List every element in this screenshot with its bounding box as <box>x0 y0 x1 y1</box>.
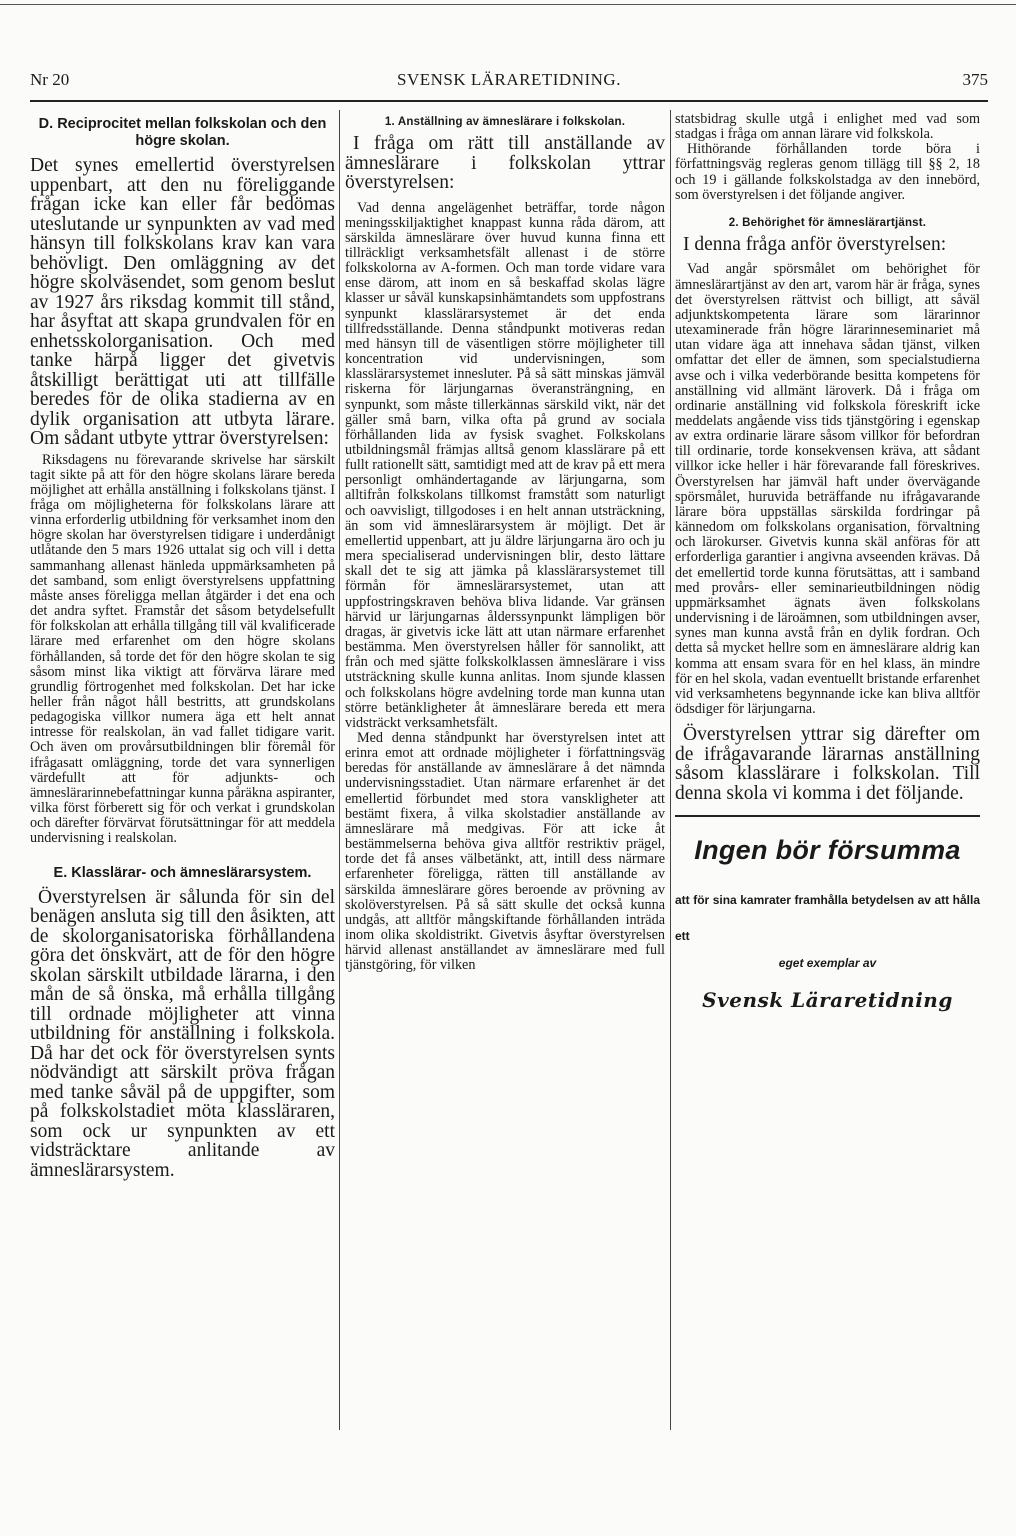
page-header <box>30 70 988 92</box>
issue-number: Nr 20 <box>30 70 70 89</box>
subsection-1-lead: I fråga om rätt till anställande av ämneslärare i folkskolan yttrar överstyrelsen: <box>345 133 665 193</box>
header-rule <box>30 100 988 102</box>
subsection-1-quote: Vad denna angelägenhet beträffar, torde någon meningsskiljaktighet knappast kunna råda därom, att särskilda ämneslärare över huvud kunna finna ett tillräckligt verksamhetsfält allenast i de större folkskolorna av A-formen. Och man torde vidare vara ense därom, att inom en så beskaffad skolas lägre klasser ur såväl kunskapsinhämtandets som uppfostrans synpunkt klasslärarsystemet är det enda tillfredsställande. Denna ståndpunkt motiveras redan med hänsyn till de väsentligen större möjligheter till koncentration vid undervisningen, som klasslärarsystemet innesluter. På så sätt minskas jämväl riskerna för lärjungarnas överansträngning, en synpunkt, som måste tillerkännas särskild vikt, när det gäller små barn, vilka ofta på grund av sociala förhållanden lida av fysisk svaghet. Folkskolans utbildningsmål främjas alltså genom klasslärare på ett fullt rationellt sätt, samtidigt med att de krav på ett mera personligt omhändertagande av lärjungarna, som alltifrån folkskolans tillkomst framstått som naturligt och oavvisligt, tillgodoses i en helt annan utsträckning, än som vid ämneslärarsystem är möjligt. Det är emellertid uppenbart, att ju äldre lärjungarna äro och ju mera specialiserad undervisningen blir, desto lättare skall det te sig att jämka på klasslärarsystemet till förmån för ämneslärarsystemet, utan att uppfostringskraven behöva bliva lidande. Var gränsen härvid ur lärjungarnas ålderssynpunkt lämpligen bör dragas, är givetvis icke lätt att utan närmare erfarenhet bestämma. Men överstyrelsen håller för sannolikt, att från och med sjätte folkskolklassen ämneslärare i viss utsträckning skulle kunna anlitas. Inom sjunde klassen och folkskolans högre avdelning torde man kunna utan större betänkligheter åt ämneslärare bereda ett mera vidsträckt verksamhetsfält. <box>345 199 665 731</box>
subsection-2-lead: I denna fråga anför överstyrelsen: <box>683 233 947 255</box>
subsection-1-body: Med denna ståndpunkt har överstyrelsen intet att erinra emot att ordnade möjligheter i författningsväg beredas för anställande av ämneslärare å det nämnda undervisningsstadiet. Utan närmare erfarenhet är det emellertid förbundet med stora vanskligheter att bestämt fixera, å vilka skolstadier anställande av ämneslärare må medgivas. För att icke åt bestämmelserna behöva giva alltför restriktiv prägel, torde det få anses välbetänkt, att, intill dess närmare erfarenheter föreligga, rätten till anställande av särskilda ämneslärare göres beroende av prövning av skolöverstyrelsen. På så sätt skulle det också kunna undgås, att alltför mångskiftande förhållanden inträda inom olika skoldistrikt. Givetvis åsyftar överstyrelsen härvid allenast anställandet av ämneslärare med full tjänstgöring, för vilken <box>345 729 665 974</box>
subsection-2-conclusion: Överstyrelsen yttrar sig därefter om de ifrågavarande lärarnas anställning såsom klasslärare i folkskolan. Till denna skola vi komma i det följande. <box>675 724 980 804</box>
right-paragraph-regulation: Hithörande förhållanden torde böra i författningsväg regleras genom tillägg till §§ 2, 18 och 19 i gällande folkskolstadga av den innebörd, som överstyrelsen i det följande angiver. <box>675 141 980 203</box>
advertisement-rule <box>675 815 980 817</box>
ad-brand-name: Svensk Läraretidning <box>702 988 953 1013</box>
subsection-2-body: Vad angår spörsmålet om behörighet för ämneslärartjänst av den art, varom här är fråga, synes det överstyrelsen rättvist och billigt, att såväl adjunktskompetenta lärare som lärarinnor utexaminerade från högre lärarinneseminariet må utan vidare äga att innehava sådan tjänst, vilken omfattar det eller de ämnen, som specialstudierna avse och i vilka vederbörande besitta kompetens för anställning vid allmänt läroverk. Då i fråga om ordinarie anställning vid folkskola föreskrift icke meddelats angående viss tids tjänstgöring i egenskap av extra ordinarie lärare såsom villkor för befordran till ordinarie, torde konsekvensen kräva, att sådant villkor icke heller i här förevarande fall föreskrives. Överstyrelsen har jämväl haft under övervägande spörsmålet, huruvida beträffande nu ifrågavarande lärare böra uppställas särskilda fordringar på kännedom om folkskolans organisation, förvaltning och lärokurser. Givetvis kunna skäl anföras för att erforderliga garantier i angivna avseenden krävas. Då det emellertid torde kunna förutsättas, att i samband med provårs- eller seminarieutbildningen nödig uppmärksamhet ägnats även folkskolans undervisning i de läroämnen, som utbildningen avser, synes man kunna avstå från en dylik fordran. Och detta så mycket hellre som en ämneslärare aldrig kan komma att ensam svara för en hel klass, än mindre för en hel skola, vadan eventuellt bristande erfarenhet vid verksamhetens begynnande icke kan bliva alltför ödsdiger för lärjungarna. <box>675 261 980 717</box>
column-divider-2 <box>670 110 671 1430</box>
top-border-line <box>0 4 1016 5</box>
section-d-lead: Det synes emellertid överstyrelsen uppenbart, att den nu föreliggande frågan icke kan eller får bedömas uteslutande ur synpunkten av vad med hänsyn till folkskolans krav kan vara behövligt. Den omläggning av det högre skolväsendet, som genom beslut av 1927 års riksdag kommit till stånd, har åsyftat att skapa grundvalen för en enhetsskolorganisation. Och med tanke härpå ligger det givetvis åtskilligt berättigat uti att tillfälle beredes för de olika stadierna av en dylik organisation att utbyta lärare. Om sådant utbyte yttrar överstyrelsen: <box>30 155 335 449</box>
page-number: 375 <box>962 70 988 89</box>
right-continuation-text: statsbidrag skulle utgå i enlighet med vad som stadgas i fråga om annan lärare vid folkskola. <box>675 111 980 143</box>
section-d-title: D. Reciprocitet mellan folkskolan och den högre skolan. <box>38 116 327 149</box>
column-right <box>675 112 980 1012</box>
ad-small-text: eget exemplar av <box>778 956 877 971</box>
journal-title: SVENSK LÄRARETIDNING. <box>397 70 621 89</box>
subsection-1-title: 1. Anställning av ämneslärare i folkskolan. <box>384 116 626 128</box>
column-middle <box>345 112 665 973</box>
section-d-body: Riksdagens nu förevarande skrivelse har särskilt tagit sikte på att för den högre skolans lärare bereda möjlighet att erhålla anställning i folkskolans tjänst. I fråga om möjligheterna för folkskolans lärare att vinna erforderlig utbildning för verksamhet inom den högre skolan har överstyrelsen tidigare i underdånigt utlåtande den 5 mars 1926 uttalat sig och vill i detta sammanhang allenast hänleda uppmärksamheten på det samband, som enligt överstyrelsens uppfattning måste anses föreligga mellan åtgärder i det ena och det andra syftet. Framstår det såsom betydelsefullt för folkskolan att erhålla tillgång till väl kvalificerade lärare med erfarenhet om den högre skolans förhållanden, så torde det för den högre skolan te sig såsom minst lika viktigt att förvärva lärare med grundlig förtrogenhet med folkskolan. Det har icke heller från något håll bestritts, att grundskolans pedagogiska villkor numera äga ett helt annat intresse för realskolan, än vad fallet tidigare varit. Och även om provårsutbildningen blir föremål för ifrågasatt omläggning, torde det vara synnerligen värdefullt att för adjunkts- och ämneslärarinnebefattningar kunna påräkna aspiranter, vilka först förberett sig för och verkat i grundskolan och därefter förvärvat förutsättningar för att meddela undervisning i realskolan. <box>30 451 335 847</box>
ad-text: att för sina kamrater framhålla betydelsen av att hålla ett <box>675 893 980 944</box>
column-divider-1 <box>339 110 340 1430</box>
subsection-2-title: 2. Behörighet för ämneslärartjänst. <box>728 216 927 229</box>
column-left <box>30 112 335 1180</box>
advertisement <box>675 835 980 1012</box>
section-e-lead: Överstyrelsen är sålunda för sin del benägen ansluta sig till den åsikten, att de skolorganisatoriska förhållandena göra det önskvärt, att de för den högre skolan särskilt utbildade lärarna, i den mån de så önska, må erhålla tillgång till ordnade möjligheter att vinna utbildning för anställning i folkskola. Då har det ock för överstyrelsen synts nödvändigt att särskilt pröva frågan med tanke såväl på de uppgifter, som på folkskolstadiet möta klassläraren, som ock ur synpunkten av ett vidsträcktare anlitande av ämneslärarsystem. <box>30 886 335 1181</box>
section-e-title: E. Klasslärar- och ämneslärarsystem. <box>53 864 312 881</box>
ad-headline: Ingen bör försumma <box>694 835 961 866</box>
